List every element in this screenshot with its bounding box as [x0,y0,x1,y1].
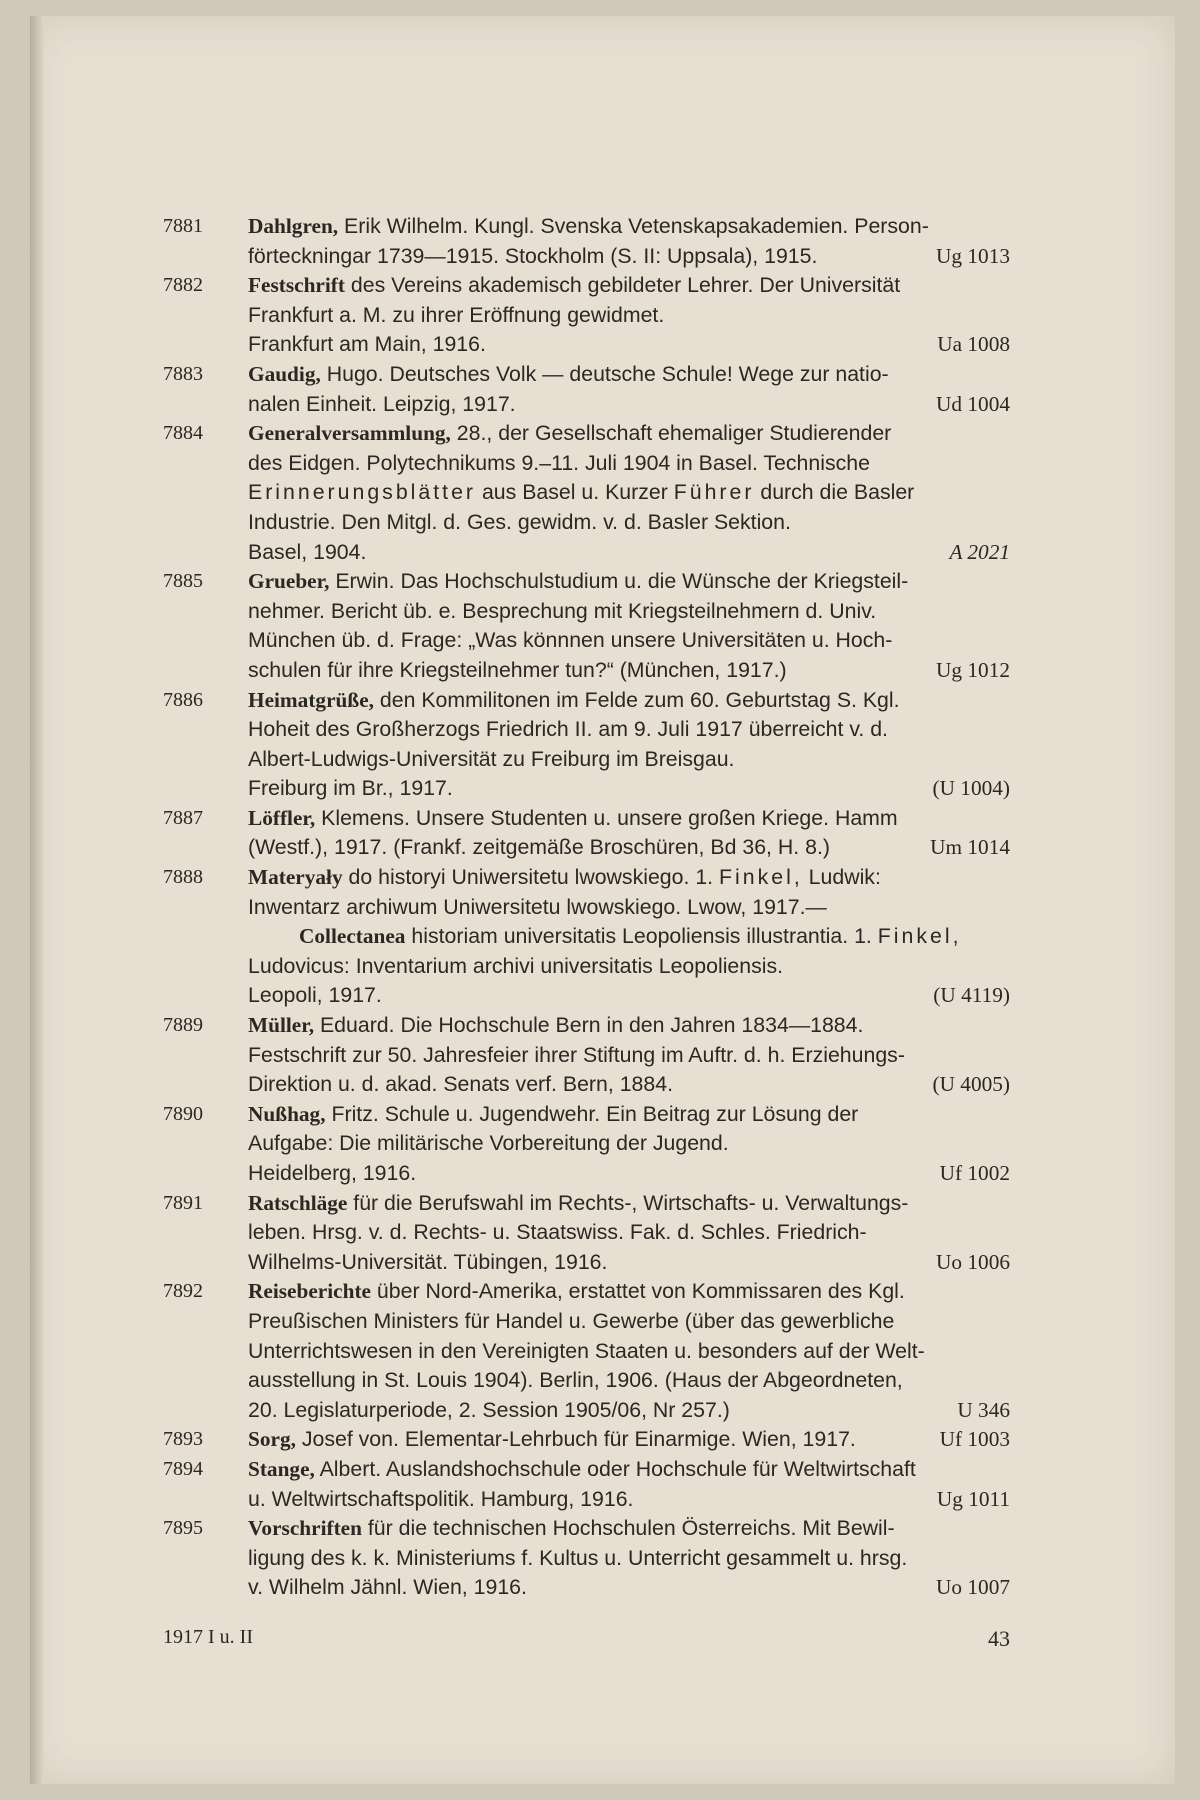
entry-line-text [248,1248,607,1278]
entry-line [248,1307,1010,1337]
entry-line [248,1366,1010,1396]
entry-line-text [248,419,891,449]
entry-line [248,1129,1010,1159]
entry-line [248,715,1010,745]
entry-line-text [248,626,892,656]
entry-line [248,1573,1010,1603]
entry-text: Wilhelms-Universität. Tübingen, 1916. [248,1249,608,1274]
bibliography-entry [163,804,1010,863]
entry-text: leben. Hrsg. v. d. Rechts- u. Staatswiss. Fak. d. Schles. Friedrich- [248,1220,867,1245]
entry-line [248,567,1010,597]
entry-line [248,1485,1010,1515]
entry-line [248,1425,1010,1455]
entry-text: Unterrichtswesen in den Vereinigten Staaten u. besonders auf der Welt- [248,1338,925,1363]
entry-line-text [248,1218,867,1248]
shelf-signature: Um 1014 [930,835,1010,860]
entry-text: Erinnerungsblätter [248,480,477,505]
entry-text: v. Wilhelm Jähnl. Wien, 1916. [248,1575,527,1600]
entry-text: München üb. d. Frage: „Was könnnen unsere Universitäten u. Hoch- [248,628,893,653]
page-number: 43 [988,1626,1010,1651]
shelf-signature: Ua 1008 [937,332,1010,357]
entry-line-text [248,656,787,686]
entry-line [248,1455,1010,1485]
entry-text: Aufgabe: Die militärische Vorbereitung der Jugend. [248,1131,729,1156]
entry-line [248,893,1010,923]
entry-line-text [248,508,791,538]
entry-line [248,863,1010,893]
entry-heading: Generalversammlung, [248,421,451,446]
entry-line [248,774,1010,804]
shelf-signature: (U 4005) [932,1072,1010,1097]
entry-line-text [248,774,453,804]
entry-text: Finkel, [719,865,803,890]
entry-line-text [248,715,888,745]
bibliography-entry [163,271,1010,360]
entry-line-text [248,981,382,1011]
entry-line-text [248,597,876,627]
entry-line [248,1189,1010,1219]
entry-text: (Westf.), 1917. (Frankf. zeitgemäße Broschüren, Bd 36, H. 8.) [248,835,830,860]
entry-line [248,981,1010,1011]
entry-text: Klemens. Unsere Studenten u. unsere großen Kriege. Hamm [315,805,898,830]
entry-text: Festschrift zur 50. Jahresfeier ihrer Stiftung im Auftr. d. h. Erziehungs- [248,1042,905,1067]
entry-text: Preußischen Ministers für Handel u. Gewerbe (über das gewerbliche [248,1308,895,1333]
bibliography-entry [163,567,1010,685]
entry-text: nehmer. Bericht üb. e. Besprechung mit Kriegsteilnehmern d. Univ. [248,598,877,623]
entry-text: 20. Legislaturperiode, 2. Session 1905/06, Nr 257.) [248,1397,730,1422]
entry-line [248,360,1010,390]
entry-line [248,1396,1010,1426]
entry-line [248,686,1010,716]
entry-line-text [248,301,664,331]
entry-line-text [248,833,830,863]
entry-line-text [248,893,827,923]
entry-heading: Löffler, [248,805,316,830]
bibliography-entry [163,686,1010,804]
entry-line [248,538,1010,568]
bibliography-entry [163,1011,1010,1100]
page-spine-shadow [30,16,44,1784]
entry-text: Finkel, [877,924,962,949]
entry-heading: Grueber, [248,569,330,594]
entry-line [248,1337,1010,1367]
entry-text: ligung des k. k. Ministeriums f. Kultus u. Unterricht gesammelt u. hrsg. [248,1545,908,1570]
entry-number: 7882 [163,274,203,297]
entry-text: Ludovicus: Inventarium archivi universitatis Leopoliensis. [248,953,784,978]
entry-line-text [248,686,900,716]
entry-line-text [248,538,366,568]
entry-text: Freiburg im Br., 1917. [248,776,453,801]
entry-line-text [248,360,889,390]
entry-line [248,449,1010,479]
entry-text: Hoheit des Großherzogs Friedrich II. am 9. Juli 1917 überreicht v. d. [248,717,888,742]
entry-heading: Nußhag, [248,1101,326,1126]
entry-line-text [248,271,900,301]
entry-line-text [248,863,881,893]
entry-text: Eduard. Die Hochschule Bern in den Jahren 1834—1884. [314,1013,864,1038]
entry-line [248,212,1010,242]
entry-heading: Collectanea [299,924,406,949]
entry-line [248,1100,1010,1130]
entry-text: über Nord-Amerika, erstattet von Kommissaren des Kgl. [371,1279,905,1304]
entry-line [248,745,1010,775]
entry-number: 7891 [163,1191,203,1214]
entry-text: Frankfurt a. M. zu ihrer Eröffnung gewidmet. [248,302,665,327]
entry-line-text [248,567,908,597]
entry-line-text [248,1159,416,1189]
entry-number: 7889 [163,1014,203,1037]
entry-line [248,419,1010,449]
entry-heading: Sorg, [248,1427,296,1452]
entry-text: Josef von. Elementar-Lehrbuch für Einarmige. Wien, 1917. [295,1427,856,1452]
entry-number: 7892 [163,1280,203,1303]
entry-number: 7881 [163,215,203,237]
bibliography-list [163,212,1010,1603]
entry-line-text [248,1277,905,1307]
entry-heading: Ratschläge [248,1190,348,1215]
entry-line [248,301,1010,331]
entry-line-text [248,330,486,360]
entry-line-text [248,1100,858,1130]
entry-text: do historyi Uniwersitetu lwowskiego. 1. [342,865,720,890]
entry-line-text [299,922,962,952]
entry-number: 7885 [163,570,203,593]
entry-line [248,1041,1010,1071]
entry-line [248,952,1010,982]
entry-heading: Gaudig, [248,361,321,386]
entry-number: 7886 [163,688,203,711]
entry-text: Erwin. Das Hochschulstudium u. die Wünsche der Kriegsteil- [329,569,909,594]
entry-heading: Reiseberichte [248,1279,371,1304]
entry-text: ausstellung in St. Louis 1904). Berlin, 1906. (Haus der Abgeordneten, [248,1368,903,1393]
shelf-signature: Uo 1007 [936,1575,1010,1600]
bibliography-entry [163,419,1010,567]
entry-number: 7888 [163,866,203,889]
entry-line [248,390,1010,420]
shelf-signature: Ug 1013 [936,243,1010,268]
entry-text: des Vereins akademisch gebildeter Lehrer. Der Universität [344,273,901,298]
entry-text: Ludwik: [802,865,881,890]
shelf-signature: U 346 [957,1397,1010,1422]
entry-line [248,242,1010,272]
entry-line-text [248,1544,907,1574]
entry-heading: Stange, [248,1456,315,1481]
entry-line [248,1514,1010,1544]
entry-line [248,656,1010,686]
shelf-signature: Ug 1012 [936,657,1010,682]
entry-line [248,478,1010,508]
entry-heading: Dahlgren, [248,214,339,238]
bibliography-entry [163,360,1010,419]
shelf-signature: (U 4119) [933,983,1010,1008]
entry-text: nalen Einheit. Leipzig, 1917. [248,391,516,416]
entry-line-text [248,1396,730,1426]
entry-text: Industrie. Den Mitgl. d. Ges. gewidm. v. d. Basler Sektion. [248,509,791,534]
entry-line [248,1544,1010,1574]
entry-heading: Vorschriften [248,1516,362,1541]
entry-text: 28., der Gesellschaft ehemaliger Studierender [450,421,892,446]
entry-text: für die technischen Hochschulen Österreichs. Mit Bewil- [361,1516,895,1541]
entry-text: Direktion u. d. akad. Senats verf. Bern, 1884. [248,1072,673,1097]
entry-text: des Eidgen. Polytechnikums 9.–11. Juli 1904 in Basel. Technische [248,450,870,475]
entry-line [248,271,1010,301]
entry-line [248,508,1010,538]
entry-text: Frankfurt am Main, 1916. [248,332,486,357]
entry-number: 7895 [163,1517,203,1540]
entry-text: Albert-Ludwigs-Universität zu Freiburg im Breisgau. [248,746,735,771]
entry-text: Albert. Auslandshochschule oder Hochschule für Weltwirtschaft [314,1456,916,1481]
entry-line-text [248,1189,908,1219]
entry-line-text [248,1485,633,1515]
bibliography-entry [163,212,1010,271]
entry-text: förteckningar 1739—1915. Stockholm (S. II: Uppsala), 1915. [248,243,818,268]
entry-text: Leopoli, 1917. [248,983,382,1008]
entry-heading: Festschrift [248,273,345,298]
entry-line [248,330,1010,360]
entry-line-text [248,1425,856,1455]
entry-line-text [248,242,817,272]
entry-line-text [248,478,914,508]
shelf-signature: Uf 1003 [939,1427,1010,1452]
bibliography-subentry [163,922,1010,1011]
entry-line-text [248,212,929,242]
entry-line-text [248,1337,925,1367]
entry-line-text [248,1307,894,1337]
entry-number: 7894 [163,1457,203,1480]
bibliography-entry [163,1425,1010,1455]
entry-text: historiam universitatis Leopoliensis illustrantia. 1. [405,924,878,949]
entry-line [248,1248,1010,1278]
shelf-signature: (U 1004) [932,776,1010,801]
entry-line [248,833,1010,863]
footer-volume: 1917 I u. II [163,1626,253,1648]
entry-line-text [248,1070,673,1100]
entry-line-text [248,804,898,834]
entry-text: Inwentarz archiwum Uniwersitetu lwowskiego. Lwow, 1917.— [248,894,827,919]
entry-text: Hugo. Deutsches Volk — deutsche Schule! Wege zur natio- [320,361,889,386]
entry-text: Erik Wilhelm. Kungl. Svenska Vetenskapsakademien. Person- [338,214,929,238]
entry-heading: Heimatgrüße, [248,687,374,712]
entry-line [248,1011,1010,1041]
bibliography-entry [163,863,1010,922]
entry-line [248,1070,1010,1100]
entry-text: schulen für ihre Kriegsteilnehmer tun?“ (München, 1917.) [248,657,787,682]
entry-line-text [248,1129,729,1159]
entry-text: den Kommilitonen im Felde zum 60. Geburtstag S. Kgl. [373,687,900,712]
entry-line [248,1159,1010,1189]
entry-line-text [248,390,516,420]
entry-line [248,1218,1010,1248]
entry-line-text [248,1011,863,1041]
shelf-signature: Ug 1011 [936,1486,1010,1511]
entry-heading: Müller, [248,1013,315,1038]
shelf-signature: Uf 1002 [939,1161,1010,1185]
entry-text: durch die Basler [754,480,915,505]
entry-line [248,626,1010,656]
entry-text: Führer [673,480,755,505]
entry-line-text [248,745,734,775]
entry-line-text [248,1366,903,1396]
entry-line-text [248,1041,905,1071]
entry-line-text [248,449,870,479]
bibliography-entry [163,1189,1010,1278]
entry-text: Basel, 1904. [248,539,367,564]
entry-text: u. Weltwirtschaftspolitik. Hamburg, 1916. [248,1486,634,1511]
entry-line [248,804,1010,834]
entry-number: 7890 [163,1102,203,1125]
bibliography-entry [163,1514,1010,1603]
entry-line-text [248,1455,916,1485]
entry-text: Heidelberg, 1916. [248,1161,417,1185]
entry-line-text [248,952,783,982]
entry-number: 7883 [163,362,203,385]
entry-line [248,1277,1010,1307]
entry-text: aus Basel u. Kurzer [476,480,674,505]
entry-text: Fritz. Schule u. Jugendwehr. Ein Beitrag zur Lösung der [325,1101,859,1126]
entry-number: 7887 [163,806,203,829]
entry-number: 7893 [163,1428,203,1451]
entry-text: für die Berufswahl im Rechts-, Wirtschafts- u. Verwaltungs- [347,1190,909,1215]
bibliography-entry [163,1100,1010,1189]
entry-line-text [248,1514,895,1544]
entry-line-text [248,1573,527,1603]
entry-line [248,597,1010,627]
bibliography-entry [163,1455,1010,1514]
shelf-signature: A 2021 [949,539,1010,564]
shelf-signature: Ud 1004 [936,391,1010,416]
entry-line [231,922,1010,952]
entry-number: 7884 [163,422,203,445]
shelf-signature: Uo 1006 [936,1249,1010,1274]
bibliography-entry [163,1277,1010,1425]
entry-heading: Materyały [248,865,343,890]
